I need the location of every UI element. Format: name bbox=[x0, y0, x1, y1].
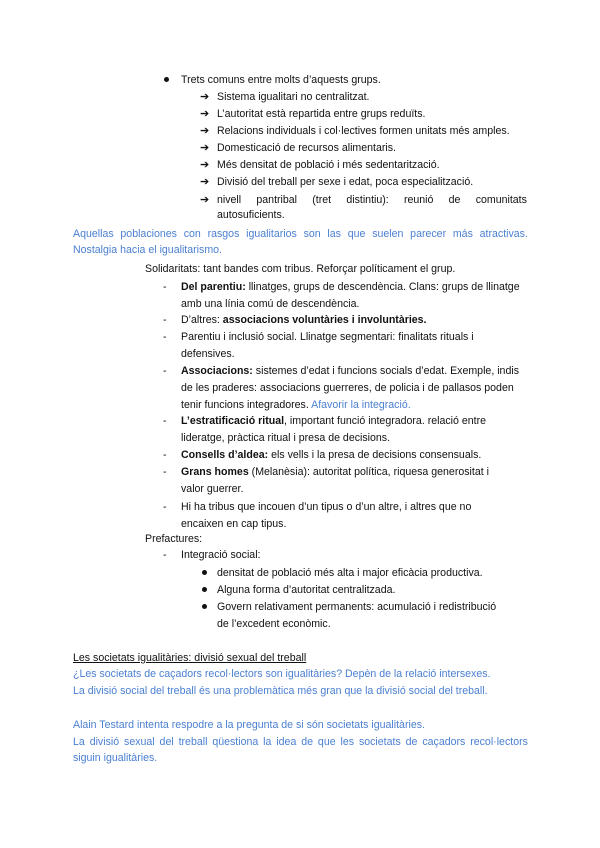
blue-note-line2: Nostalgia hacia el igualitarismo. bbox=[73, 244, 222, 256]
prefactures-sub: Integració social: bbox=[181, 549, 261, 561]
word: que bbox=[317, 736, 336, 748]
dash-icon: - bbox=[163, 415, 167, 427]
word: poblaciones bbox=[120, 228, 177, 240]
word: recol·lectors bbox=[470, 736, 528, 748]
word: les bbox=[340, 736, 355, 748]
section-p2-line2: siguin igualitàries. bbox=[73, 752, 158, 764]
dash-icon: - bbox=[163, 466, 167, 478]
arrow-item: Més densitat de població i més sedentarització. bbox=[217, 159, 440, 171]
word: sexual bbox=[124, 736, 155, 748]
arrow-item: Sistema igualitari no centralitzat. bbox=[217, 91, 370, 103]
word: La bbox=[73, 736, 85, 748]
arrow-right-icon: ➔ bbox=[200, 159, 210, 171]
section-p2-line1 bbox=[73, 735, 528, 749]
word: son bbox=[303, 228, 321, 240]
solidaritat-item-cont: amb una línia comú de descendència. bbox=[181, 298, 360, 310]
word: la bbox=[263, 736, 272, 748]
word: rasgos bbox=[207, 228, 240, 240]
arrow-item: Domesticació de recursos alimentaris. bbox=[217, 142, 396, 154]
bullet-icon bbox=[202, 587, 207, 592]
solidaritat-item-cont: tenir funcions integradores. Afavorir la integració. bbox=[181, 399, 411, 411]
word: las bbox=[327, 228, 341, 240]
blue-note-inline: Afavorir la integració. bbox=[311, 399, 411, 411]
arrow-right-icon: ➔ bbox=[200, 91, 210, 103]
word: (tret bbox=[312, 194, 332, 206]
section-title: Les societats igualitàries: divisió sexual del treball bbox=[73, 652, 307, 664]
solidaritat-item: Del parentiu: llinatges, grups de descendència. Clans: grups de llinatge bbox=[181, 281, 520, 293]
dash-icon: - bbox=[163, 549, 167, 561]
arrow-item: Divisió del treball per sexe i edat, poca especialització. bbox=[217, 176, 474, 188]
solidaritat-item-cont: defensives. bbox=[181, 348, 235, 360]
word: comunitats bbox=[475, 194, 527, 206]
solidaritat-item: Hi ha tribus que incouen d’un tipus o d’un altre, i altres que no bbox=[181, 501, 472, 513]
solidaritat-item: L’estratificació ritual, important funció integradora. relació entre bbox=[181, 415, 487, 427]
dash-icon: - bbox=[163, 314, 167, 326]
dash-icon: - bbox=[163, 365, 167, 377]
word: con bbox=[183, 228, 201, 240]
dash-icon: - bbox=[163, 331, 167, 343]
word: de bbox=[405, 736, 418, 748]
solidaritat-item-cont: lideratge, pràctica ritual i presa de decisions. bbox=[181, 432, 391, 444]
prefactures-heading: Prefactures: bbox=[145, 533, 203, 545]
solidaritat-item-cont: de les praderes: associacions guerreres, de policia i de pallasos poden bbox=[181, 382, 514, 394]
section-q1: ¿Les societats de caçadors recol·lectors son igualitàries? Depèn de la relació intersexes. bbox=[73, 668, 491, 680]
word: qüestiona bbox=[212, 736, 259, 748]
bullet-icon bbox=[202, 604, 207, 609]
prefactures-bullet: densitat de població més alta i major eficàcia productiva. bbox=[217, 567, 483, 579]
word: caçadors bbox=[422, 736, 466, 748]
bullet-icon bbox=[202, 570, 207, 575]
solidaritat-item: Consells d’aldea: els vells i la presa de decisions consensuals. bbox=[181, 449, 482, 461]
word: atractivas. bbox=[479, 228, 528, 240]
word: distintiu): bbox=[346, 194, 389, 206]
word: de bbox=[448, 194, 461, 206]
dash-icon: - bbox=[163, 501, 167, 513]
dash-icon: - bbox=[163, 449, 167, 461]
arrow-right-icon: ➔ bbox=[200, 108, 210, 120]
solidaritat-item-cont: valor guerrer. bbox=[181, 483, 244, 495]
prefactures-bullet: Alguna forma d’autoritat centralitzada. bbox=[217, 584, 396, 596]
word: Aquellas bbox=[73, 228, 114, 240]
word: igualitarios bbox=[246, 228, 297, 240]
blue-note-line1 bbox=[73, 227, 528, 241]
word: parecer bbox=[410, 228, 447, 240]
arrow-item: Relacions individuals i col·lectives formen unitats més amples. bbox=[217, 125, 510, 137]
word: pantribal bbox=[256, 194, 298, 206]
solidaritat-item: Parentiu i inclusió social. Llinatge segmentari: finalitats rituals i bbox=[181, 331, 474, 343]
word: treball bbox=[178, 736, 208, 748]
prefactures-bullet: Govern relativament permanents: acumulació i redistribució bbox=[217, 601, 497, 613]
prefactures-bullet-cont: de l’excedent econòmic. bbox=[217, 618, 331, 630]
word: de bbox=[301, 736, 314, 748]
word: que bbox=[347, 228, 366, 240]
solidaritats-heading: Solidaritats: tant bandes com tribus. Reforçar políticament el grup. bbox=[145, 263, 456, 275]
word: suelen bbox=[372, 228, 404, 240]
solidaritat-item: Grans homes (Melanèsia): autoritat política, riquesa generositat i bbox=[181, 466, 489, 478]
word: idea bbox=[276, 736, 297, 748]
word: divisió bbox=[89, 736, 120, 748]
word: más bbox=[452, 228, 473, 240]
bullet-icon bbox=[164, 77, 169, 82]
dash-icon: - bbox=[163, 281, 167, 293]
word: del bbox=[159, 736, 174, 748]
arrow-item: L’autoritat està repartida entre grups reduïts. bbox=[217, 108, 426, 120]
section-p1: Alain Testard intenta respodre a la pregunta de si són societats igualitàries. bbox=[73, 719, 425, 731]
solidaritat-item-cont: encaixen en cap tipus. bbox=[181, 518, 287, 530]
arrow-right-icon: ➔ bbox=[200, 194, 210, 206]
arrow-last-line2: autosuficients. bbox=[217, 209, 285, 221]
arrow-right-icon: ➔ bbox=[200, 176, 210, 188]
word: societats bbox=[358, 736, 401, 748]
section-q2: La divisió social del treball és una problemàtica més gran que la divisió social del treball. bbox=[73, 685, 488, 697]
word: nivell bbox=[217, 194, 242, 206]
bullet-heading: Trets comuns entre molts d’aquests grups. bbox=[181, 74, 381, 86]
arrow-right-icon: ➔ bbox=[200, 125, 210, 137]
solidaritat-item: D’altres: associacions voluntàries i involuntàries. bbox=[181, 314, 427, 326]
arrow-last-line1 bbox=[217, 193, 527, 207]
solidaritat-item: Associacions: sistemes d’edat i funcions socials d’edat. Exemple, indis bbox=[181, 365, 519, 377]
arrow-right-icon: ➔ bbox=[200, 142, 210, 154]
word: reunió bbox=[403, 194, 434, 206]
